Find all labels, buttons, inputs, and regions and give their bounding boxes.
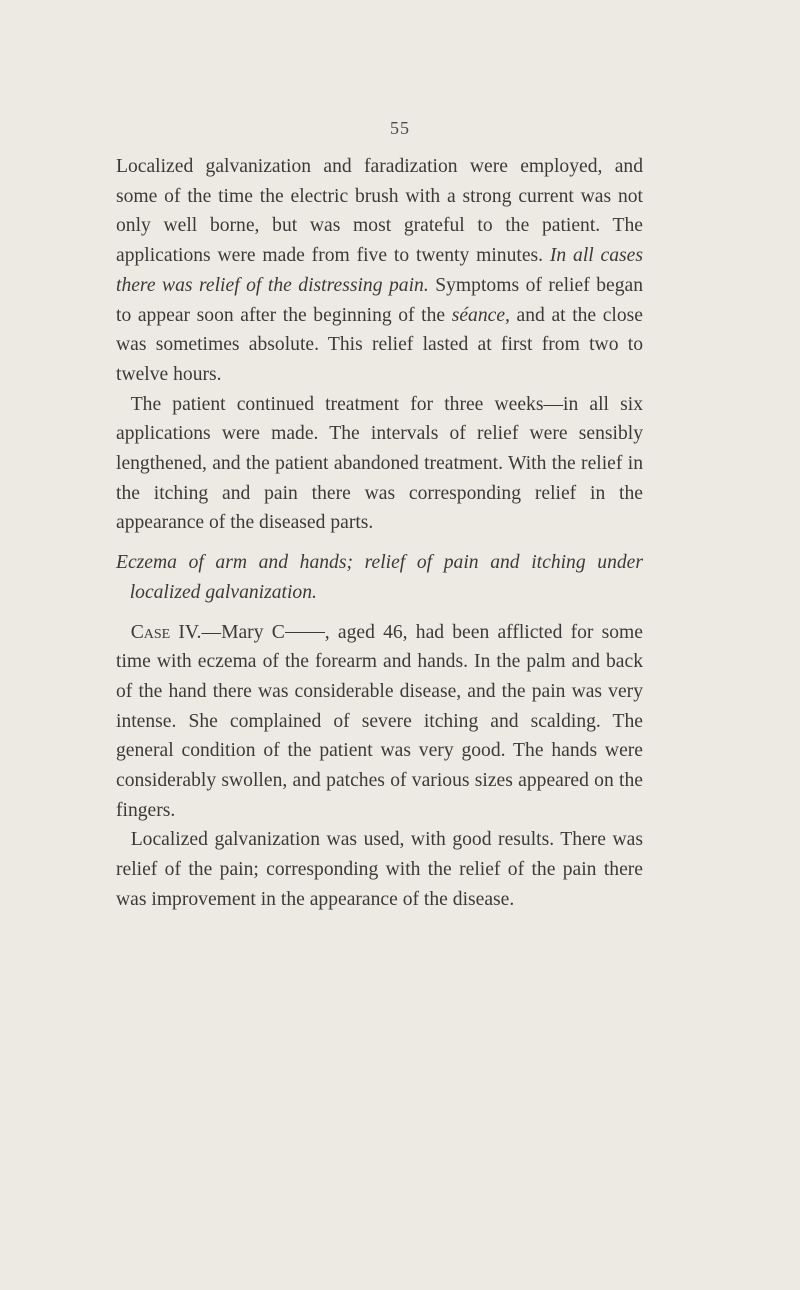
paragraph-text: and at the close was sometimes absolute. This relief lasted at first from two to twelve hours. [116, 304, 643, 385]
emphasis-text: In all cases there was relief of the distressing pain. [116, 245, 643, 296]
case-heading: Eczema of arm and hands; relief of pain and itching under localized galvanization. [116, 552, 643, 603]
paragraph-text: Symptoms of relief began to appear soon after the beginning of the [116, 274, 643, 326]
case-label: Case IV. [130, 621, 202, 643]
paragraph-continued-treatment: The patient continued treatment for three weeks—in all six applications were made. The intervals of relief were sensibly lengthened, and the patient abandoned treatment. With the relief in the itching and pain there was corresponding relief in the appearance of the diseased parts. [116, 393, 643, 534]
paragraph-treatment [116, 152, 643, 390]
paragraph-results: Localized galvanization was used, with good results. There was relief of the pain; corresponding with the relief of the pain there was improvement in the appearance of the disease. [116, 829, 643, 910]
case-name: —Mary C [201, 621, 285, 643]
case-description: , aged 46, had been afflicted for some time with eczema of the forearm and hands. In the palm and back of the hand there was considerable disease, and the pain was very intense. She complained of severe itching and scalding. The general condition of the patient was very good. The hands were considerably swollen, and patches of various sizes appeared on the fingers. [116, 621, 643, 821]
emphasis-text: séance, [451, 304, 510, 326]
page-number: 55 [390, 118, 410, 138]
paragraph-text: Localized galvanization and faradization were employed, and some of the time the electric brush with a strong current was not only well borne, but was most grateful to the patient. The applications were made from five to twenty minutes. [116, 156, 643, 267]
name-dash [285, 632, 325, 633]
paragraph-case-iv [116, 618, 643, 826]
body-text [116, 152, 643, 915]
